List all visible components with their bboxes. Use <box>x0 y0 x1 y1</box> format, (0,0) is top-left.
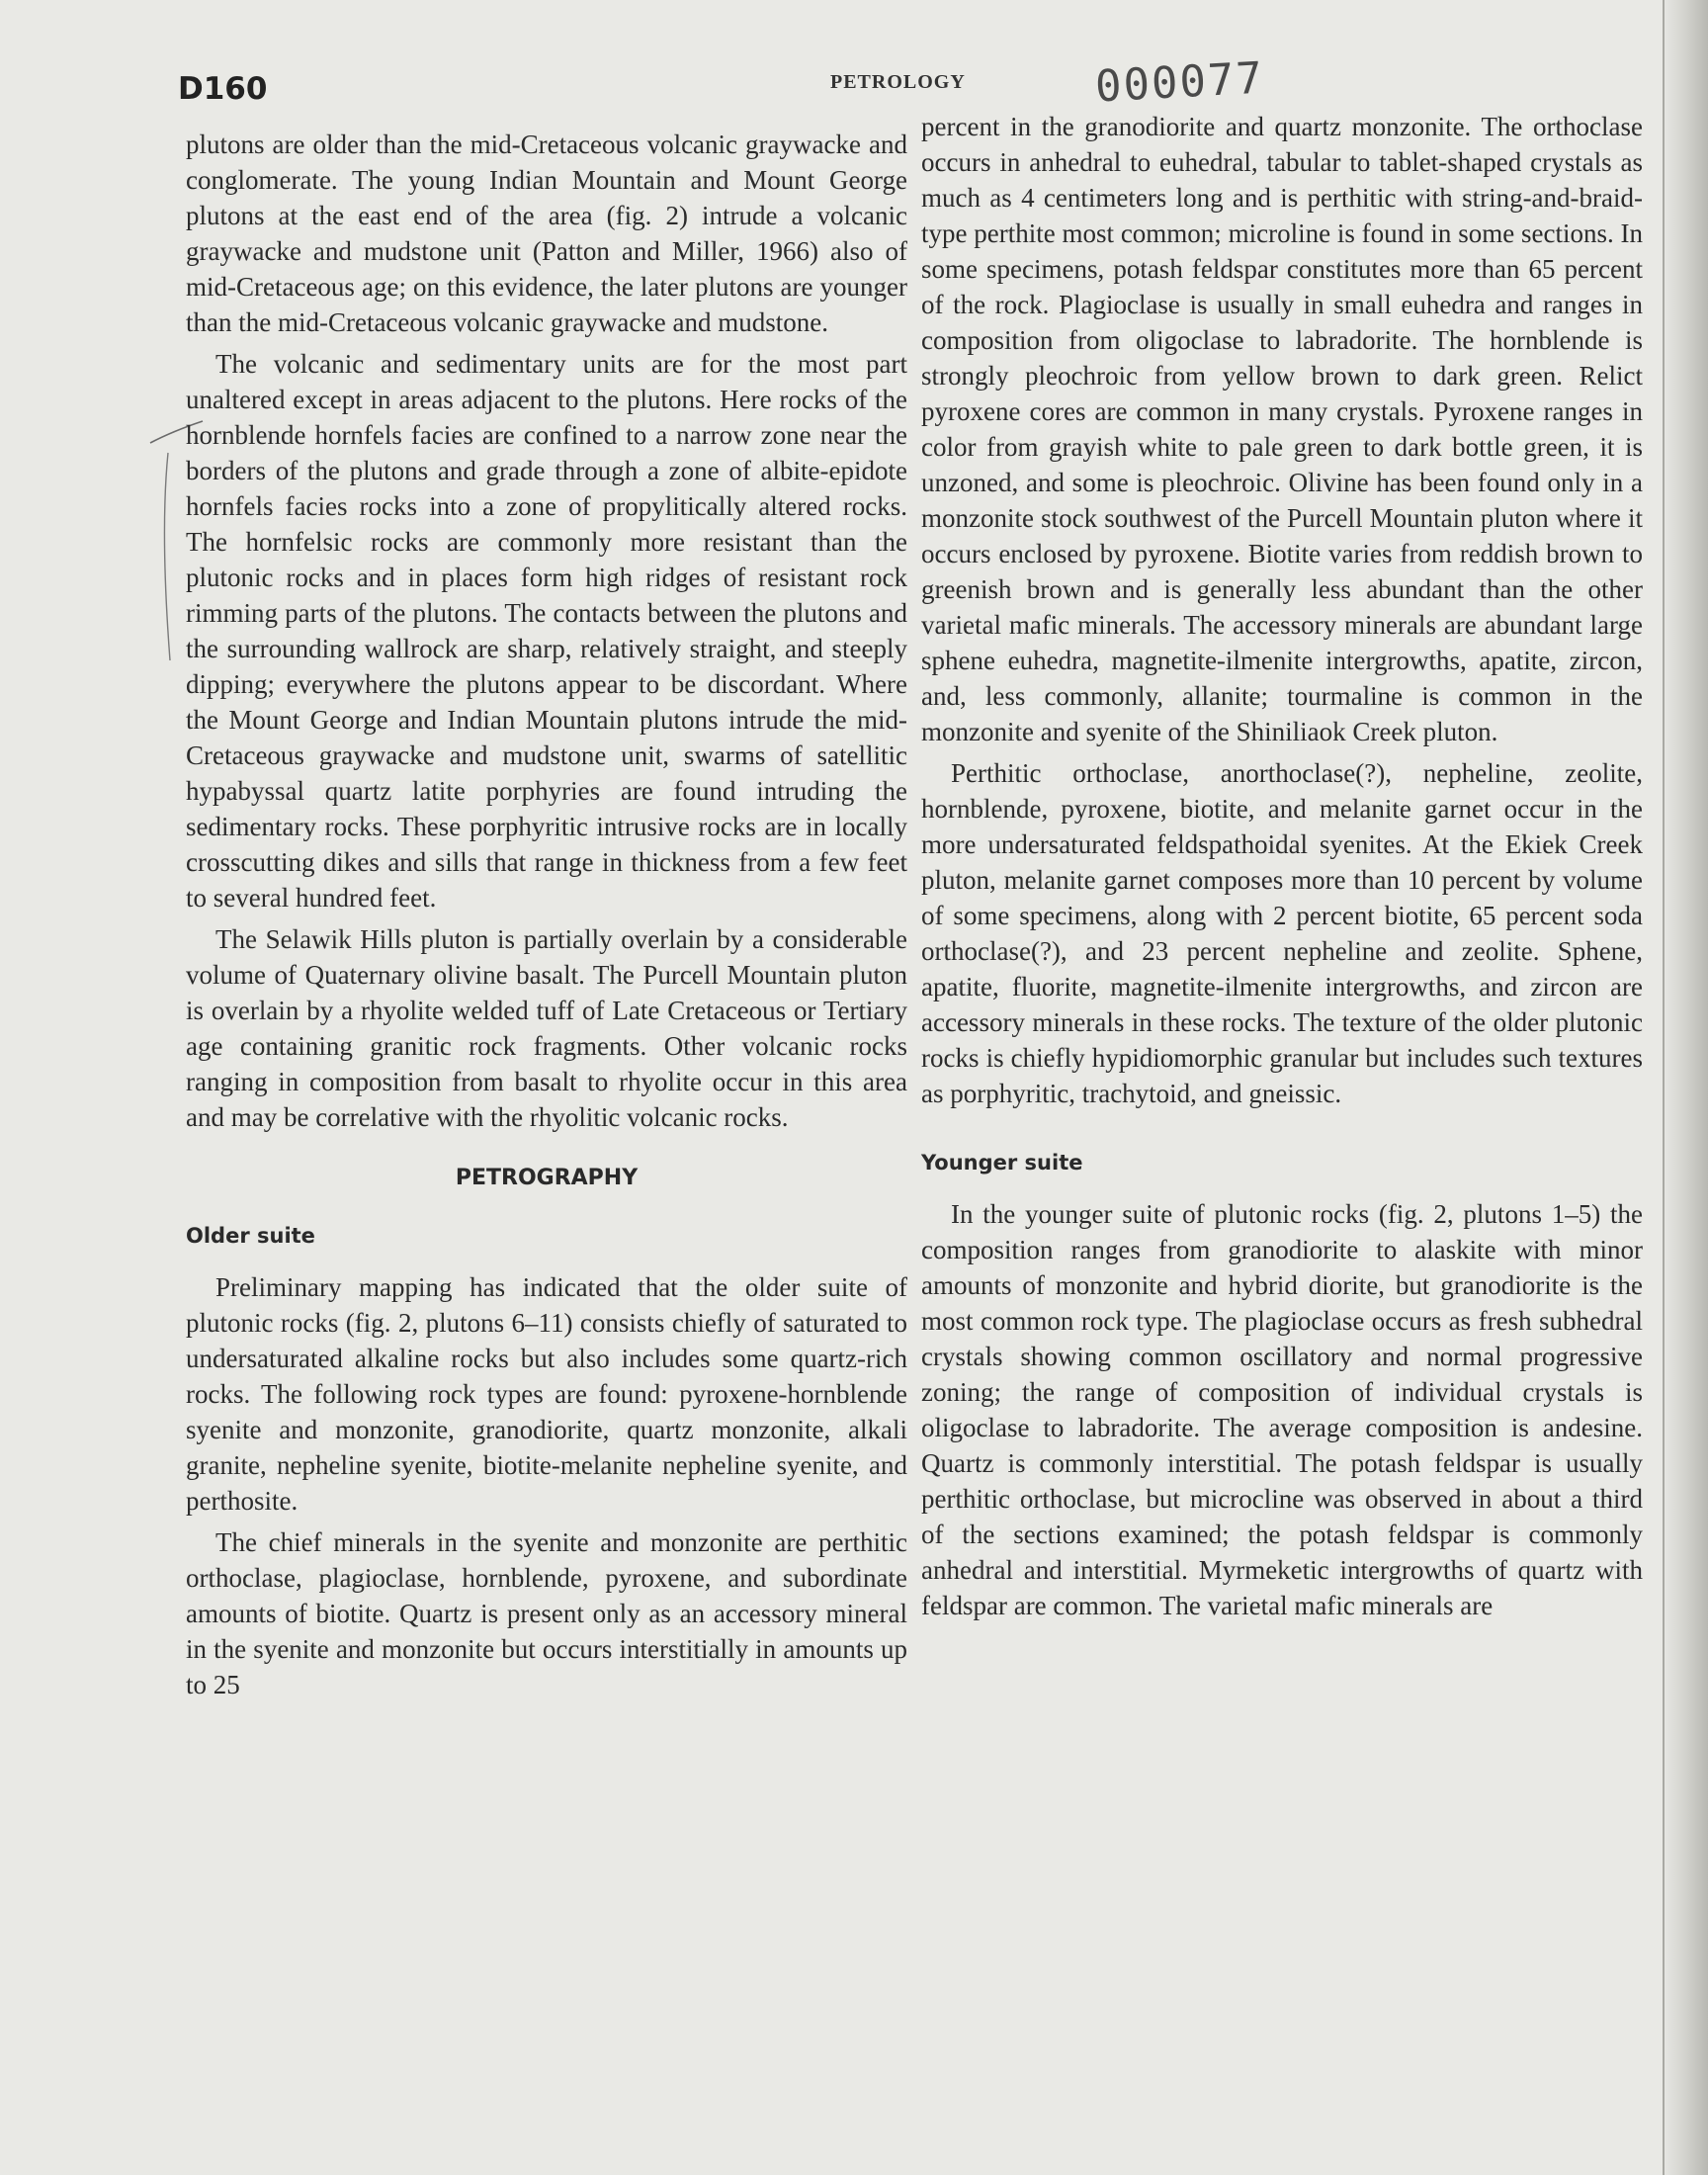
paragraph: The Selawik Hills pluton is partially overlain by a considerable volume of Quaternary olivine basalt. The Purcell Mountain pluton is overlain by a rhyolite welded tuff of Late Cretaceous or Tertiary age containing granitic rock fragments. Other volcanic rocks ranging in composition from basalt to rhyolite occur in this area and may be correlative with the rhyolitic volcanic rocks. <box>186 924 907 1132</box>
subheading: Younger suite <box>921 1151 1083 1174</box>
paragraph: Preliminary mapping has indicated that the older suite of plutonic rocks (fig. 2, plutons 6–11) consists chiefly of saturated to undersaturated alkaline rocks but also includes some quartz-rich rocks. The following rock types are found: pyroxene-hornblende syenite and monzonite, granodiorite, quartz monzonite, alkali granite, nepheline syenite, biotite-melanite nepheline syenite, and perthosite. <box>186 1272 907 1516</box>
document-stamp: 000077 <box>1093 52 1266 113</box>
right-column <box>921 109 1643 1629</box>
subheading: Older suite <box>186 1224 315 1248</box>
page-edge <box>1663 0 1708 2175</box>
page-number: D160 <box>178 71 268 107</box>
paragraph: The volcanic and sedimentary units are for the most part unaltered except in areas adjacent to the plutons. Here rocks of the hornblende hornfels facies are confined to a narrow zone near the borders of the plutons and grade through a zone of albite-epidote hornfels facies rocks into a zone of propylitically altered rocks. The hornfelsic rocks are commonly more resistant than the plutonic rocks and in places form high ridges of resistant rock rimming parts of the plutons. The contacts between the plutons and the surrounding wallrock are sharp, relatively straight, and steeply dipping; everywhere the plutons appear to be discordant. Where the Mount George and Indian Mountain plutons intrude the mid-Cretaceous graywacke and mudstone unit, swarms of satellitic hypabyssal quartz latite porphyries are found intruding the sedimentary rocks. These porphyritic intrusive rocks are in locally crosscutting dikes and sills that range in thickness from a few feet to several hundred feet. <box>186 349 907 913</box>
left-column <box>186 127 907 1708</box>
running-head: PETROLOGY <box>830 71 966 93</box>
paragraph: The chief minerals in the syenite and monzonite are perthitic orthoclase, plagioclase, hornblende, pyroxene, and subordinate amounts of biotite. Quartz is present only as an accessory mineral in the syenite and monzonite but occurs interstitially in amounts up to 25 <box>186 1527 907 1699</box>
paragraph: Perthitic orthoclase, anorthoclase(?), nepheline, zeolite, hornblende, pyroxene, biotite, and melanite garnet occur in the more undersaturated feldspathoidal syenites. At the Ekiek Creek pluton, melanite garnet composes more than 10 percent by volume of some specimens, along with 2 percent biotite, 65 percent soda orthoclase(?), and 23 percent nepheline and zeolite. Sphene, apatite, fluorite, magnetite-ilmenite intergrowths, and zircon are accessory minerals in these rocks. The texture of the older plutonic rocks is chiefly hypidiomorphic granular but includes such textures as porphyritic, trachytoid, and gneissic. <box>921 758 1643 1108</box>
paragraph: plutons are older than the mid-Cretaceous volcanic graywacke and conglomerate. The young Indian Mountain and Mount George plutons at the east end of the area (fig. 2) intrude a volcanic graywacke and mudstone unit (Patton and Miller, 1966) also of mid-Cretaceous age; on this evidence, the later plutons are younger than the mid-Cretaceous volcanic graywacke and mudstone. <box>186 130 907 337</box>
section-heading: PETROGRAPHY <box>455 1166 639 1190</box>
paragraph: In the younger suite of plutonic rocks (fig. 2, plutons 1–5) the composition ranges from granodiorite to alaskite with minor amounts of monzonite and hybrid diorite, but granodiorite is the most common rock type. The plagioclase occurs as fresh subhedral crystals showing common oscillatory and normal progressive zoning; the range of composition of individual crystals is oligoclase to labradorite. The average composition is andesine. Quartz is commonly interstitial. The potash feldspar is usually perthitic orthoclase, but microcline was observed in about a third of the sections examined; the potash feldspar is commonly anhedral and interstitial. Myrmeketic intergrowths of quartz with feldspar are common. The varietal mafic minerals are <box>921 1199 1643 1620</box>
paragraph: percent in the granodiorite and quartz monzonite. The orthoclase occurs in anhedral to euhedral, tabular to tablet-shaped crystals as much as 4 centimeters long and is perthitic with string-and-braid-type perthite most common; microline is found in some sections. In some specimens, potash feldspar constitutes more than 65 percent of the rock. Plagioclase is usually in small euhedra and ranges in composition from oligoclase to labradorite. The hornblende is strongly pleochroic from yellow brown to dark green. Relict pyroxene cores are common in many crystals. Pyroxene ranges in color from grayish white to pale green to dark bottle green, it is unzoned, and some is pleochroic. Olivine has been found only in a monzonite stock southwest of the Purcell Mountain pluton where it occurs enclosed by pyroxene. Biotite varies from reddish brown to greenish brown and is generally less abundant than the other varietal mafic minerals. The accessory minerals are abundant large sphene euhedra, magnetite-ilmenite intergrowths, apatite, zircon, and, less commonly, allanite; tourmaline is common in the monzonite and syenite of the Shiniliaok Creek pluton. <box>921 112 1643 746</box>
